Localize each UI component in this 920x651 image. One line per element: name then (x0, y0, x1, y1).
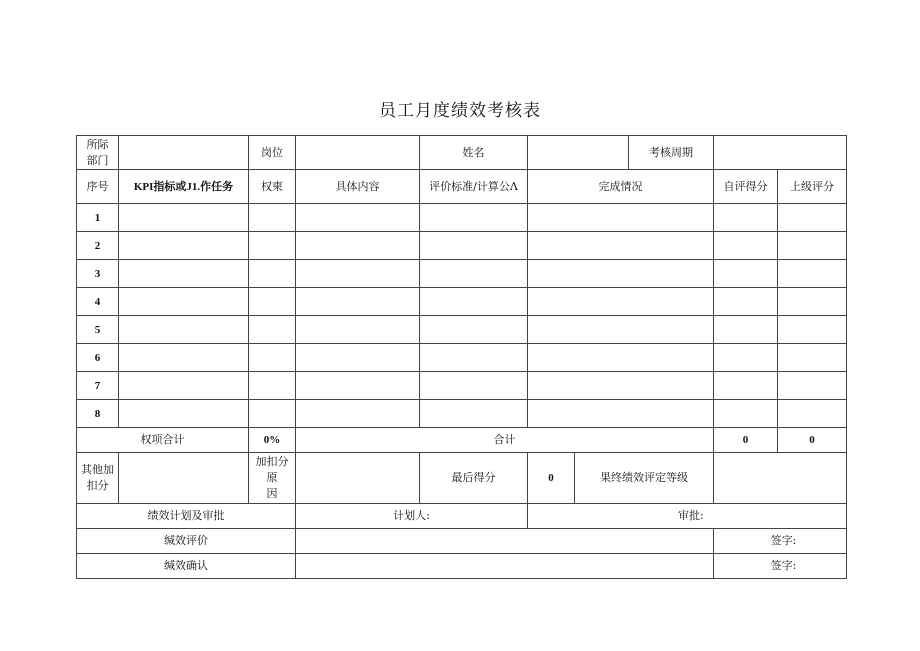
period-field[interactable] (714, 136, 847, 170)
final-score-value: 0 (528, 453, 575, 504)
table-row (77, 372, 847, 400)
kpi-cell[interactable] (119, 232, 249, 260)
dept-label: 所际 部门 (77, 136, 119, 170)
standard-cell[interactable] (420, 260, 528, 288)
table-row (77, 204, 847, 232)
table-row (77, 288, 847, 316)
standard-cell[interactable] (420, 316, 528, 344)
completion-cell[interactable] (528, 372, 714, 400)
sup-score-cell[interactable] (778, 400, 847, 428)
content-cell[interactable] (296, 344, 420, 372)
row-number: 5 (77, 316, 119, 344)
weight-cell[interactable] (249, 372, 296, 400)
approver-label[interactable]: 审批: (528, 504, 847, 529)
evaluation-row (77, 529, 847, 554)
kpi-cell[interactable] (119, 260, 249, 288)
row-number: 7 (77, 372, 119, 400)
kpi-cell[interactable] (119, 344, 249, 372)
sup-score-cell[interactable] (778, 316, 847, 344)
sup-score-cell[interactable] (778, 232, 847, 260)
confirmation-sign[interactable]: 签字: (714, 554, 847, 579)
reason-label: 加扣分原 因 (249, 453, 296, 504)
content-cell[interactable] (296, 400, 420, 428)
self-score-cell[interactable] (714, 204, 778, 232)
self-score-cell[interactable] (714, 260, 778, 288)
row-number: 1 (77, 204, 119, 232)
table-row (77, 316, 847, 344)
appraisal-form-table (76, 135, 847, 579)
kpi-cell[interactable] (119, 372, 249, 400)
col-kpi: KPI指标或J1.作任务 (119, 170, 249, 204)
reason-field[interactable] (296, 453, 420, 504)
completion-cell[interactable] (528, 288, 714, 316)
completion-cell[interactable] (528, 344, 714, 372)
content-cell[interactable] (296, 204, 420, 232)
kpi-cell[interactable] (119, 204, 249, 232)
kpi-cell[interactable] (119, 288, 249, 316)
completion-cell[interactable] (528, 204, 714, 232)
name-field[interactable] (528, 136, 629, 170)
evaluation-field[interactable] (296, 529, 714, 554)
planner-label[interactable]: 计划人: (296, 504, 528, 529)
col-content: 具体内容 (296, 170, 420, 204)
sup-score-cell[interactable] (778, 372, 847, 400)
sup-score-total: 0 (778, 428, 847, 453)
confirmation-field[interactable] (296, 554, 714, 579)
completion-cell[interactable] (528, 232, 714, 260)
row-number: 8 (77, 400, 119, 428)
self-score-cell[interactable] (714, 400, 778, 428)
completion-cell[interactable] (528, 260, 714, 288)
standard-cell[interactable] (420, 204, 528, 232)
confirmation-label: 缄效确认 (77, 554, 296, 579)
weight-cell[interactable] (249, 204, 296, 232)
dept-field[interactable] (119, 136, 249, 170)
extra-points-row (77, 453, 847, 504)
plan-approval-row (77, 504, 847, 529)
weight-total-label: 权项合计 (77, 428, 249, 453)
name-label: 姓名 (420, 136, 528, 170)
final-grade-label: 果终绩效评定等级 (575, 453, 714, 504)
sup-score-cell[interactable] (778, 260, 847, 288)
weight-total-value: 0% (249, 428, 296, 453)
standard-cell[interactable] (420, 400, 528, 428)
content-cell[interactable] (296, 260, 420, 288)
row-number: 2 (77, 232, 119, 260)
self-score-cell[interactable] (714, 344, 778, 372)
sum-label: 合计 (296, 428, 714, 453)
content-cell[interactable] (296, 232, 420, 260)
table-row (77, 400, 847, 428)
self-score-total: 0 (714, 428, 778, 453)
weight-cell[interactable] (249, 232, 296, 260)
self-score-cell[interactable] (714, 288, 778, 316)
col-weight: 权柬 (249, 170, 296, 204)
completion-cell[interactable] (528, 316, 714, 344)
evaluation-sign[interactable]: 签字: (714, 529, 847, 554)
totals-row (77, 428, 847, 453)
col-self-score: 自评得分 (714, 170, 778, 204)
post-label: 岗位 (249, 136, 296, 170)
header-info-row (77, 136, 847, 170)
col-sup-score: 上级评分 (778, 170, 847, 204)
standard-cell[interactable] (420, 232, 528, 260)
completion-cell[interactable] (528, 400, 714, 428)
sup-score-cell[interactable] (778, 344, 847, 372)
row-number: 4 (77, 288, 119, 316)
confirmation-row (77, 554, 847, 579)
weight-cell[interactable] (249, 316, 296, 344)
content-cell[interactable] (296, 372, 420, 400)
weight-cell[interactable] (249, 344, 296, 372)
weight-cell[interactable] (249, 260, 296, 288)
row-number: 3 (77, 260, 119, 288)
content-cell[interactable] (296, 288, 420, 316)
sup-score-cell[interactable] (778, 204, 847, 232)
period-label: 考核周期 (629, 136, 714, 170)
standard-cell[interactable] (420, 344, 528, 372)
kpi-cell[interactable] (119, 400, 249, 428)
post-field[interactable] (296, 136, 420, 170)
row-number: 6 (77, 344, 119, 372)
content-cell[interactable] (296, 316, 420, 344)
kpi-cell[interactable] (119, 316, 249, 344)
page-title: 员工月度绩效考核表 (379, 101, 541, 121)
col-standard: 评价标准/计算公Λ (420, 170, 528, 204)
col-seq: 序号 (77, 170, 119, 204)
standard-cell[interactable] (420, 288, 528, 316)
self-score-cell[interactable] (714, 232, 778, 260)
column-header-row (77, 170, 847, 204)
col-completion: 完成情况 (528, 170, 714, 204)
weight-cell[interactable] (249, 288, 296, 316)
table-row (77, 344, 847, 372)
self-score-cell[interactable] (714, 316, 778, 344)
sup-score-cell[interactable] (778, 288, 847, 316)
evaluation-label: 缄效评价 (77, 529, 296, 554)
weight-cell[interactable] (249, 400, 296, 428)
standard-cell[interactable] (420, 372, 528, 400)
final-grade-field[interactable] (714, 453, 847, 504)
table-row (77, 232, 847, 260)
plan-approval-label: 绩效计划及审批 (77, 504, 296, 529)
final-score-label: 最后得分 (420, 453, 528, 504)
other-points-field[interactable] (119, 453, 249, 504)
self-score-cell[interactable] (714, 372, 778, 400)
other-points-label: 其他加 扣分 (77, 453, 119, 504)
table-row (77, 260, 847, 288)
